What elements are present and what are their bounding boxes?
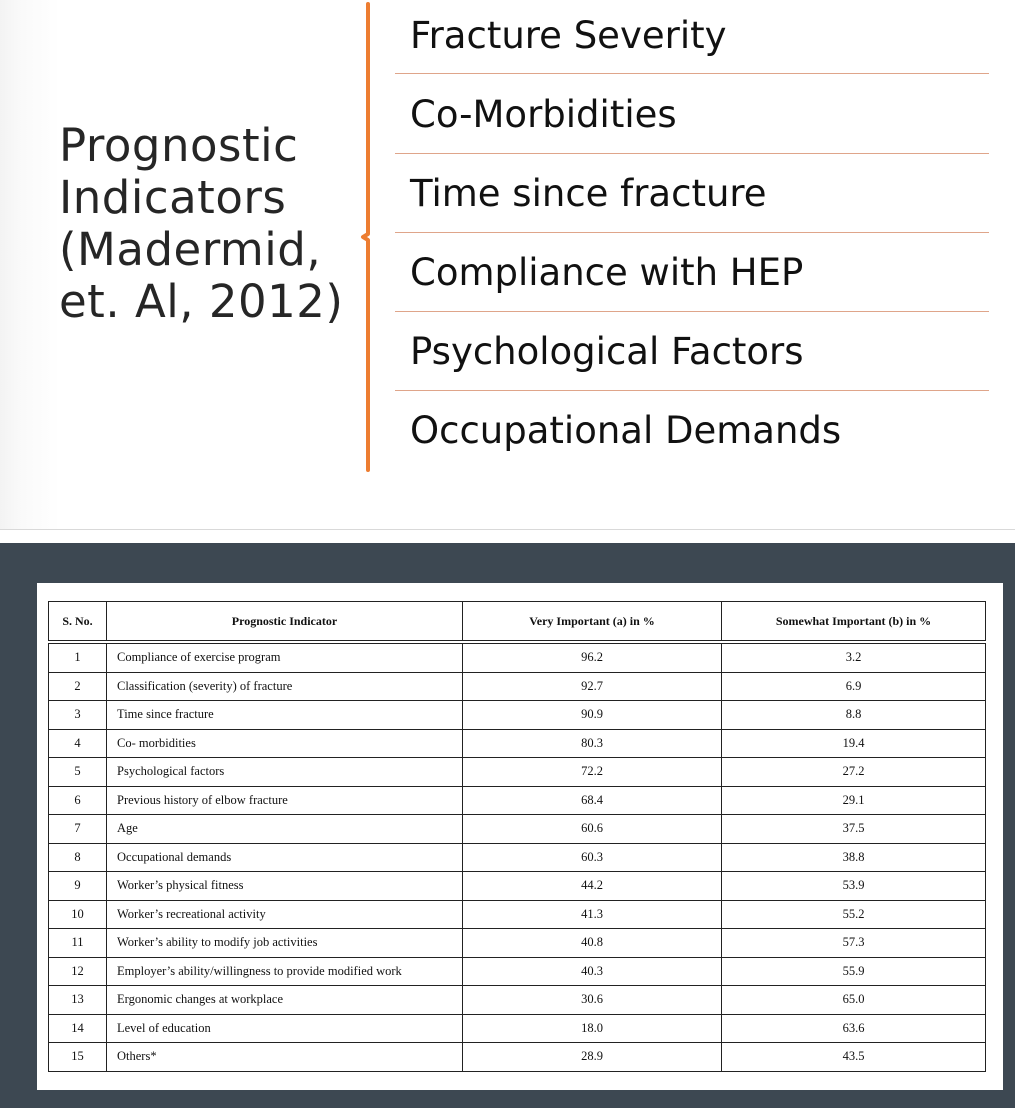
cell-indicator: Co- morbidities [107, 729, 463, 758]
list-divider [395, 73, 989, 74]
list-item: Fracture Severity [410, 14, 727, 57]
cell-indicator: Worker’s physical fitness [107, 872, 463, 901]
slide-panel [0, 0, 1015, 530]
cell-indicator: Occupational demands [107, 843, 463, 872]
cell-somewhat-important: 38.8 [722, 843, 986, 872]
cell-indicator: Time since fracture [107, 701, 463, 730]
cell-indicator: Worker’s ability to modify job activities [107, 929, 463, 958]
cell-sno: 11 [49, 929, 107, 958]
cell-sno: 14 [49, 1014, 107, 1043]
list-divider [395, 311, 989, 312]
cell-sno: 10 [49, 900, 107, 929]
brace-divider [358, 0, 382, 474]
cell-somewhat-important: 6.9 [722, 672, 986, 701]
cell-very-important: 40.3 [463, 957, 722, 986]
cell-sno: 7 [49, 815, 107, 844]
list-divider [395, 232, 989, 233]
cell-sno: 3 [49, 701, 107, 730]
list-item: Compliance with HEP [410, 251, 804, 294]
cell-very-important: 60.3 [463, 843, 722, 872]
cell-sno: 5 [49, 758, 107, 787]
cell-somewhat-important: 29.1 [722, 786, 986, 815]
table-header-row [49, 602, 986, 643]
cell-sno: 13 [49, 986, 107, 1015]
table-row [49, 701, 986, 730]
cell-indicator: Employer’s ability/willingness to provide modified work [107, 957, 463, 986]
table-row [49, 729, 986, 758]
cell-very-important: 60.6 [463, 815, 722, 844]
cell-very-important: 72.2 [463, 758, 722, 787]
cell-very-important: 41.3 [463, 900, 722, 929]
cell-somewhat-important: 63.6 [722, 1014, 986, 1043]
cell-somewhat-important: 8.8 [722, 701, 986, 730]
header-indicator: Prognostic Indicator [107, 602, 463, 643]
cell-very-important: 92.7 [463, 672, 722, 701]
cell-sno: 15 [49, 1043, 107, 1072]
section-divider [0, 529, 1015, 530]
list-item: Co-Morbidities [410, 93, 677, 136]
cell-very-important: 28.9 [463, 1043, 722, 1072]
table-body [49, 642, 986, 1071]
list-item: Psychological Factors [410, 330, 804, 373]
cell-indicator: Previous history of elbow fracture [107, 786, 463, 815]
list-divider [395, 153, 989, 154]
cell-somewhat-important: 55.2 [722, 900, 986, 929]
table-row [49, 929, 986, 958]
cell-somewhat-important: 27.2 [722, 758, 986, 787]
cell-indicator: Compliance of exercise program [107, 642, 463, 672]
cell-sno: 1 [49, 642, 107, 672]
table-row [49, 758, 986, 787]
table-row [49, 843, 986, 872]
cell-very-important: 68.4 [463, 786, 722, 815]
cell-very-important: 40.8 [463, 929, 722, 958]
table-row [49, 642, 986, 672]
cell-very-important: 80.3 [463, 729, 722, 758]
cell-indicator: Level of education [107, 1014, 463, 1043]
cell-somewhat-important: 53.9 [722, 872, 986, 901]
cell-somewhat-important: 57.3 [722, 929, 986, 958]
cell-sno: 4 [49, 729, 107, 758]
cell-somewhat-important: 65.0 [722, 986, 986, 1015]
cell-very-important: 96.2 [463, 642, 722, 672]
cell-indicator: Others* [107, 1043, 463, 1072]
cell-somewhat-important: 43.5 [722, 1043, 986, 1072]
cell-somewhat-important: 55.9 [722, 957, 986, 986]
cell-sno: 12 [49, 957, 107, 986]
title-line: Prognostic [59, 119, 299, 172]
cell-indicator: Classification (severity) of fracture [107, 672, 463, 701]
cell-very-important: 30.6 [463, 986, 722, 1015]
table-row [49, 786, 986, 815]
header-somewhat-important: Somewhat Important (b) in % [722, 602, 986, 643]
cell-sno: 8 [49, 843, 107, 872]
cell-indicator: Worker’s recreational activity [107, 900, 463, 929]
header-very-important: Very Important (a) in % [463, 602, 722, 643]
table-row [49, 986, 986, 1015]
cell-sno: 2 [49, 672, 107, 701]
cell-very-important: 44.2 [463, 872, 722, 901]
table-row [49, 815, 986, 844]
cell-somewhat-important: 3.2 [722, 642, 986, 672]
cell-indicator: Age [107, 815, 463, 844]
cell-sno: 6 [49, 786, 107, 815]
cell-very-important: 18.0 [463, 1014, 722, 1043]
list-item: Time since fracture [410, 172, 767, 215]
cell-very-important: 90.9 [463, 701, 722, 730]
table-row [49, 672, 986, 701]
list-divider [395, 390, 989, 391]
table-row [49, 957, 986, 986]
title-line: et. Al, 2012) [59, 275, 344, 328]
prognostic-table [48, 601, 986, 1072]
cell-somewhat-important: 37.5 [722, 815, 986, 844]
title-line: Indicators [59, 171, 287, 224]
cell-indicator: Psychological factors [107, 758, 463, 787]
slide-title [59, 120, 359, 328]
title-line: (Madermid, [59, 223, 322, 276]
cell-sno: 9 [49, 872, 107, 901]
cell-indicator: Ergonomic changes at workplace [107, 986, 463, 1015]
table-row [49, 872, 986, 901]
list-item: Occupational Demands [410, 409, 842, 452]
table-panel [0, 543, 1015, 1108]
table-row [49, 1014, 986, 1043]
table-row [49, 900, 986, 929]
table-card [37, 583, 1003, 1090]
table-row [49, 1043, 986, 1072]
cell-somewhat-important: 19.4 [722, 729, 986, 758]
header-sno: S. No. [49, 602, 107, 643]
